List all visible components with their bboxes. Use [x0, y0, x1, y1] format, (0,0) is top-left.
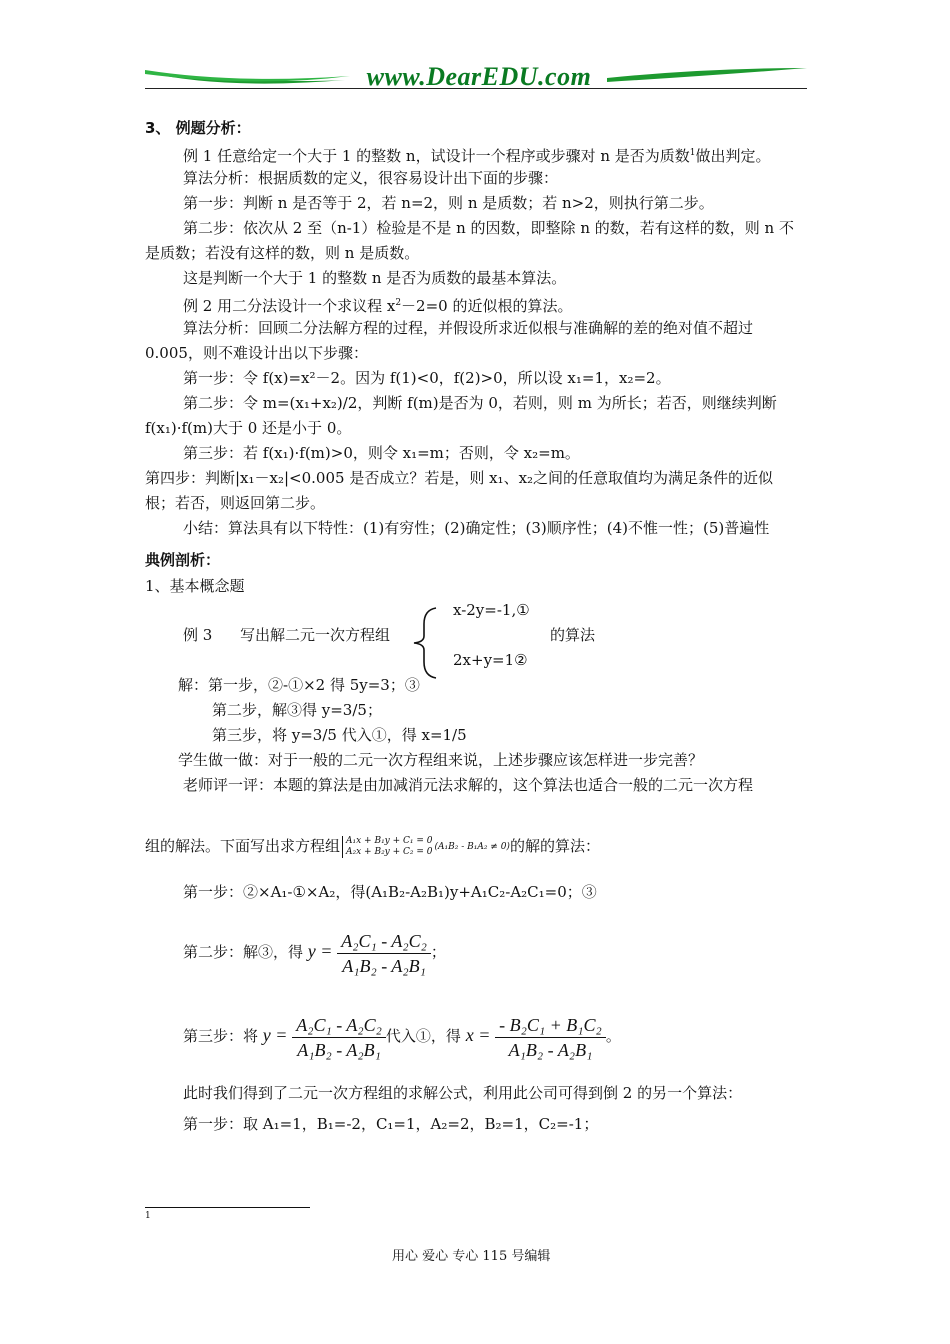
page-footer: 用心 爱心 专心 115 号编辑 — [392, 1249, 551, 1264]
student-exercise: 学生做一做：对于一般的二元一次方程组来说，上述步骤应该怎样进一步完善？ — [178, 751, 704, 769]
site-logo: www.DearEDU.com — [366, 62, 592, 91]
example2-analysis-cont: 0.005，则不难设计出以下步骤： — [145, 344, 368, 362]
example1-summary: 这是判断一个大于 1 的整数 n 是否为质数的最基本算法。 — [183, 269, 567, 287]
alternate-step1: 第一步：取 A₁=1，B₁=-2，C₁=1，A₂=2，B₂=1，C₂=-1； — [183, 1115, 599, 1133]
y-formula: $\frac{\text{A₂C₁ - A₂C₂}}{\text{A₁B₂ - A₂B₁}}$ — [337, 929, 431, 978]
example3-label: 例 3 — [183, 626, 213, 644]
footnote-marker: 1 — [145, 1211, 151, 1221]
general-step2: 第二步：解③，得 y = $\frac{\text{A₂C₁ - A₂C₂}}{\text{A₁B₂ - A₂B₁}}$ ； — [183, 930, 446, 976]
general-step1: 第一步：②×A₁-①×A₂，得(A₁B₂-A₂B₁)y+A₁C₂-A₂C₁=0；③ — [183, 883, 597, 901]
general-formula-note: 此时我们得到了二元一次方程组的求解公式，利用此公司可得到倒 2 的另一个算法： — [183, 1084, 743, 1102]
y-formula-substitute: $\frac{\text{A₂C₁ - A₂C₂}}{\text{A₁B₂ - A₂B₁}}$ — [292, 1013, 386, 1062]
section-title: 3、 例题分析： — [145, 119, 251, 137]
footnote-rule — [145, 1207, 310, 1208]
section2-title: 典例剖析： — [145, 551, 221, 569]
example2-step3: 第三步：若 f(x₁)·f(m)>0，则令 x₁=m；否则，令 x₂=m。 — [183, 444, 580, 462]
teacher-comment: 老师评一评：本题的算法是由加减消元法求解的，这个算法也适合一般的二元一次方程 — [183, 776, 754, 794]
x-formula: $\frac{\text{- B₂C₁ + B₁C₂}}{\text{A₁B₂ - A₂B₁}}$ — [495, 1013, 606, 1062]
solution-step2: 第二步，解③得 y=3/5； — [212, 701, 382, 719]
example2-step4-cont: 根；若否，则返回第二步。 — [145, 494, 326, 512]
header-banner — [145, 62, 807, 94]
equation-system: A₁x + B₁y + C₁ = 0 A₂x + B₂y + C₂ = 0 — [342, 836, 433, 858]
example1-analysis: 算法分析：根据质数的定义，很容易设计出下面的步骤： — [183, 169, 559, 187]
algorithm-properties-summary: 小结：算法具有以下特性：(1)有穷性；(2)确定性；(3)顺序性；(4)不惟一性；(5)普遍性 — [183, 519, 770, 537]
general-intro: 组的解法。下面写出求方程组 A₁x + B₁y + C₁ = 0 A₂x + B₂y + C₂ = 0 (A₁B₂ - B₁A₂ ≠ 0)的解的算法： — [145, 836, 600, 857]
determinant-condition: (A₁B₂ - B₁A₂ ≠ 0) — [434, 842, 510, 852]
example2-step4: 第四步：判断|x₁－x₂|<0.005 是否成立？若是，则 x₁、x₂之间的任意取值均为满足条件的近似 — [145, 469, 774, 487]
example2-step1: 第一步：令 f(x)=x²－2。因为 f(1)<0，f(2)>0，所以设 x₁=1，x₂=2。 — [183, 369, 671, 387]
example2-step2-cont: f(x₁)·f(m)大于 0 还是小于 0。 — [145, 419, 352, 437]
example1-line1: 例 1 任意给定一个大于 1 的整数 n，试设计一个程序或步骤对 n 是否为质数$^1$做出判定。 — [183, 147, 771, 165]
equation-1: x-2y=-1,① — [453, 601, 530, 619]
example2-step2: 第二步：令 m=(x₁+x₂)/2，判断 f(m)是否为 0，若则，则 m 为所长；若否，则继续判断 — [183, 394, 777, 412]
solution-step3: 第三步，将 y=3/5 代入①，得 x=1/5 — [212, 726, 467, 744]
left-brace-icon — [410, 606, 440, 680]
example3-tail: 的算法 — [550, 626, 596, 644]
solution-step1: 解：第一步，②-①×2 得 5y=3；③ — [178, 676, 420, 694]
equation-2: 2x+y=1② — [453, 651, 528, 669]
example1-step2: 第二步：依次从 2 至（n-1）检验是不是 n 的因数，即整除 n 的数，若有这样的数，则 n 不 — [183, 219, 794, 237]
example1-step1: 第一步：判断 n 是否等于 2，若 n=2，则 n 是质数；若 n>2，则执行第二步。 — [183, 194, 714, 212]
example2-title: 例 2 用二分法设计一个求议程 $x^2-2=0$ 的近似根的算法。 — [183, 297, 573, 315]
example3-text: 写出解二元一次方程组 — [240, 626, 391, 644]
general-step3: 第三步：将 y = $\frac{\text{A₂C₁ - A₂C₂}}{\text{A₁B₂ - A₂B₁}}$ 代入①，得 x = $\frac{\text{- B₂C₁ + B₁C₂}}{\text{A₁B₂ - A₂B₁}}$ 。 — [183, 1014, 621, 1060]
example2-analysis: 算法分析：回顾二分法解方程的过程，并假设所求近似根与准确解的差的绝对值不超过 — [183, 319, 754, 337]
example1-step2-cont: 是质数；若没有这样的数，则 n 是质数。 — [145, 244, 420, 262]
footnote-reference[interactable]: 1 — [689, 148, 696, 158]
section2-subtitle: 1、基本概念题 — [145, 577, 245, 595]
